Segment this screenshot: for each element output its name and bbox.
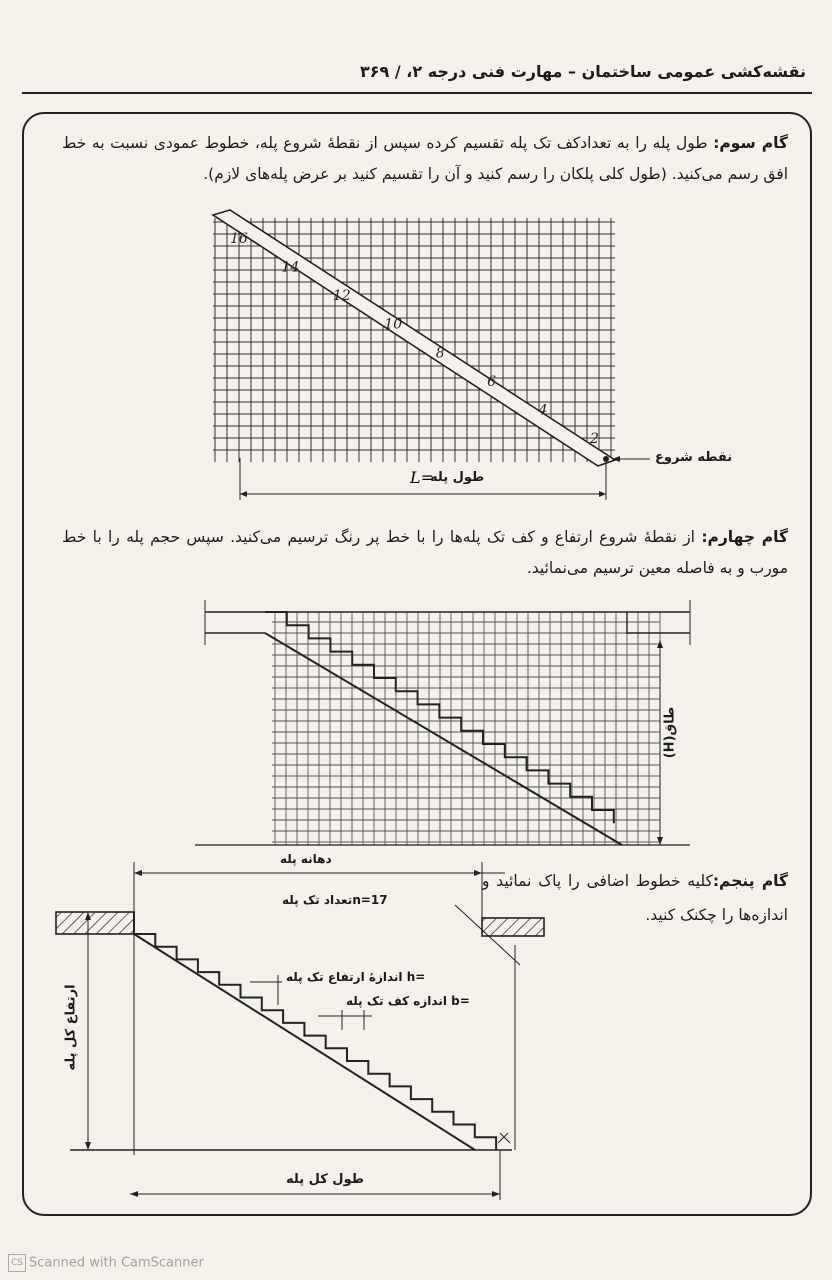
tread-label xyxy=(346,994,470,1008)
ceiling-height-label: طاق(H) xyxy=(662,706,678,759)
slab-right xyxy=(482,918,544,936)
count-label xyxy=(282,893,388,907)
step5-text: کلیه خطوط اضافی را پاک نمائید و اندازه‌ها را چکنک کنید. xyxy=(482,872,788,924)
tread-symbol: =b xyxy=(451,994,470,1008)
step-number-8: 8 xyxy=(435,345,445,362)
start-point-label: نقطه شروع xyxy=(655,450,733,465)
step5-label: گام پنجم: xyxy=(712,872,789,890)
riser-label: =h اندازهٔ ارتفاع تک پله xyxy=(286,970,426,984)
footer-text: Scanned with CamScanner xyxy=(29,1255,204,1271)
total-length-label: طول کل پله xyxy=(286,1172,364,1187)
step-number-12: 12 xyxy=(332,288,351,305)
header-title: نقشه‌کشی عمومی ساختمان – مهارت فنی درجه ۲، / ۳۶۹ xyxy=(360,62,806,81)
step-number-10: 10 xyxy=(384,316,403,333)
step-number-16: 16 xyxy=(230,231,248,247)
step-number-6: 6 xyxy=(487,373,497,390)
scanner-footer xyxy=(8,1254,204,1272)
slab-left xyxy=(56,912,134,934)
length-symbol: L= xyxy=(410,468,435,487)
step4-text: از نقطهٔ شروع ارتفاع و کف تک پله‌ها را با خط پر رنگ ترسیم می‌کنید. سپس حجم پله را با خط مورب و به فاصله معین ترسیم می‌نمائید. xyxy=(62,528,788,577)
step3-text: طول پله را به تعدادکف تک پله تقسیم کرده سپس از نقطهٔ شروع پله، خطوط عمودی نسبت به خط افق رسم می‌کنید. (طول کلی پلکان را رسم کنید و آن را تقسیم کنید بر عرض پله‌های لازم). xyxy=(62,134,788,183)
step-number-14: 14 xyxy=(281,259,300,276)
count-value: n=17 xyxy=(352,893,388,907)
length-label: طول پله xyxy=(430,470,485,485)
step-number-2: 2 xyxy=(590,431,599,447)
camscanner-icon: CS xyxy=(8,1254,26,1272)
count-text: تعداد تک پله xyxy=(282,893,353,907)
opening-label: دهانه پله xyxy=(280,852,332,866)
step-number-4: 4 xyxy=(538,402,548,419)
total-height-label: ارتفاع کل پله xyxy=(63,984,79,1071)
tread-text: اندازه کف تک پله xyxy=(346,994,447,1008)
step3-label: گام سوم: xyxy=(713,134,789,152)
step4-label: گام چهارم: xyxy=(701,528,788,546)
